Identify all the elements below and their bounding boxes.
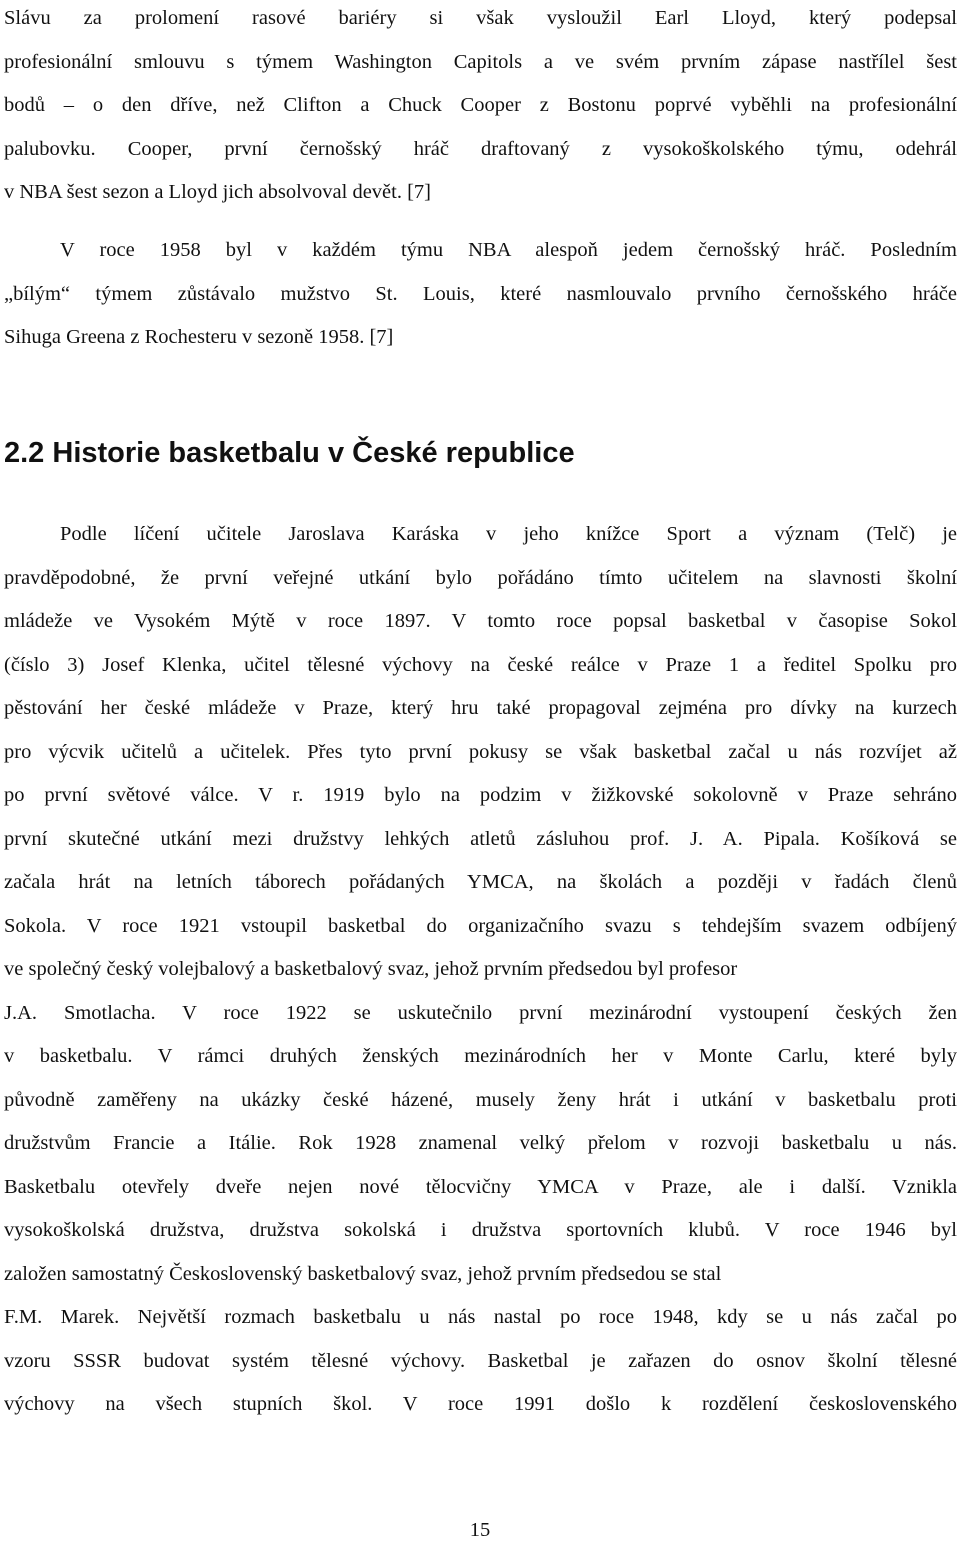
paragraph-nba-1958	[4, 229, 957, 360]
text-line: původně zaměřeny na ukázky české házené, musely ženy hrát i utkání v basketbalu proti	[4, 1088, 957, 1111]
text-line: Sokola. V roce 1921 vstoupil basketbal do organizačního svazu s tehdejším svazem odbíjený	[4, 914, 957, 937]
text-line: pro výcvik učitelů a učitelek. Přes tyto první pokusy se však basketbal začal u nás rozvíjet až	[4, 740, 957, 763]
paragraph-nba-integration	[4, 0, 957, 215]
text-line: družstvům Francie a Itálie. Rok 1928 znamenal velký přelom v rozvoji basketbalu u nás.	[4, 1132, 957, 1154]
text-line: Slávu za prolomení rasové bariéry si však vysloužil Earl Lloyd, který podepsal	[4, 7, 957, 29]
text-line: bodů – o den dříve, než Clifton a Chuck Cooper z Bostonu poprvé vyběhli na profesionální	[4, 94, 957, 116]
text-line	[4, 513, 957, 557]
text-line: palubovku. Cooper, první černošský hráč draftovaný z vysokoškolského týmu, odehrál	[4, 137, 957, 160]
section-heading: 2.2 Historie basketbalu v České republice	[4, 437, 575, 469]
text-line: Basketbalu otevřely dveře nejen nové tělocvičny YMCA v Praze, ale i další. Vznikla	[4, 1175, 957, 1198]
text-line: „bílým“ týmem zůstávalo mužstvo St. Louis, které nasmlouvalo prvního černošského hráče	[4, 282, 957, 305]
text-line: vzoru SSSR budovat systém tělesné výchovy. Basketbal je zařazen do osnov školní tělesné	[4, 1349, 957, 1372]
text-line: F.M. Marek. Největší rozmach basketbalu u nás nastal po roce 1948, kdy se u nás začal po	[4, 1306, 957, 1328]
paragraph-czech-history	[4, 513, 957, 1427]
text-line: vysokoškolská družstva, družstva sokolská i družstva sportovních klubů. V roce 1946 byl	[4, 1219, 957, 1241]
text-line: v basketbalu. V rámci druhých ženských mezinárodních her v Monte Carlu, které byly	[4, 1045, 957, 1067]
text-line: po první světové válce. V r. 1919 bylo na podzim v žižkovské sokolovně v Praze sehráno	[4, 784, 957, 806]
text-line: J.A. Smotlacha. V roce 1922 se uskutečnilo první mezinárodní vystoupení českých žen	[4, 1001, 957, 1024]
text-line: začala hrát na letních táborech pořádaných YMCA, na školách a později v řadách členů	[4, 871, 957, 893]
text-line	[4, 229, 957, 273]
text-line: Sihuga Greena z Rochesteru v sezoně 1958. [7]	[4, 326, 394, 348]
text-line: profesionální smlouvu s týmem Washington Capitols a ve svém prvním zápase nastřílel šest	[4, 50, 957, 73]
page-number: 15	[469, 1519, 491, 1541]
text-line-content: V roce 1958 byl v každém týmu NBA alespoň jedem černošský hráč. Posledním	[60, 239, 957, 261]
text-line: v NBA šest sezon a Lloyd jich absolvoval devět. [7]	[4, 181, 431, 203]
text-line: pěstování her české mládeže v Praze, který hru také propagoval zejména pro dívky na kurzech	[4, 697, 957, 719]
text-line: pravděpodobné, že první veřejné utkání bylo pořádáno tímto učitelem na slavnosti školní	[4, 566, 957, 589]
text-line: ve společný český volejbalový a basketbalový svaz, jehož prvním předsedou byl profesor	[4, 958, 738, 980]
text-line: založen samostatný Československý basketbalový svaz, jehož prvním předsedou se stal	[4, 1262, 722, 1285]
text-line-content: Podle líčení učitele Jaroslava Karáska v jeho knížce Sport a význam (Telč) je	[60, 523, 957, 545]
text-line: mládeže ve Vysokém Mýtě v roce 1897. V tomto roce popsal basketbal v časopise Sokol	[4, 610, 957, 632]
text-line: (číslo 3) Josef Klenka, učitel tělesné výchovy na české reálce v Praze 1 a ředitel Spolku pro	[4, 653, 957, 676]
text-line: první skutečné utkání mezi družstvy lehkých atletů zásluhou prof. J. A. Pipala. Košíková se	[4, 827, 957, 850]
text-line: výchovy na všech stupních škol. V roce 1991 došlo k rozdělení československého	[4, 1393, 957, 1415]
